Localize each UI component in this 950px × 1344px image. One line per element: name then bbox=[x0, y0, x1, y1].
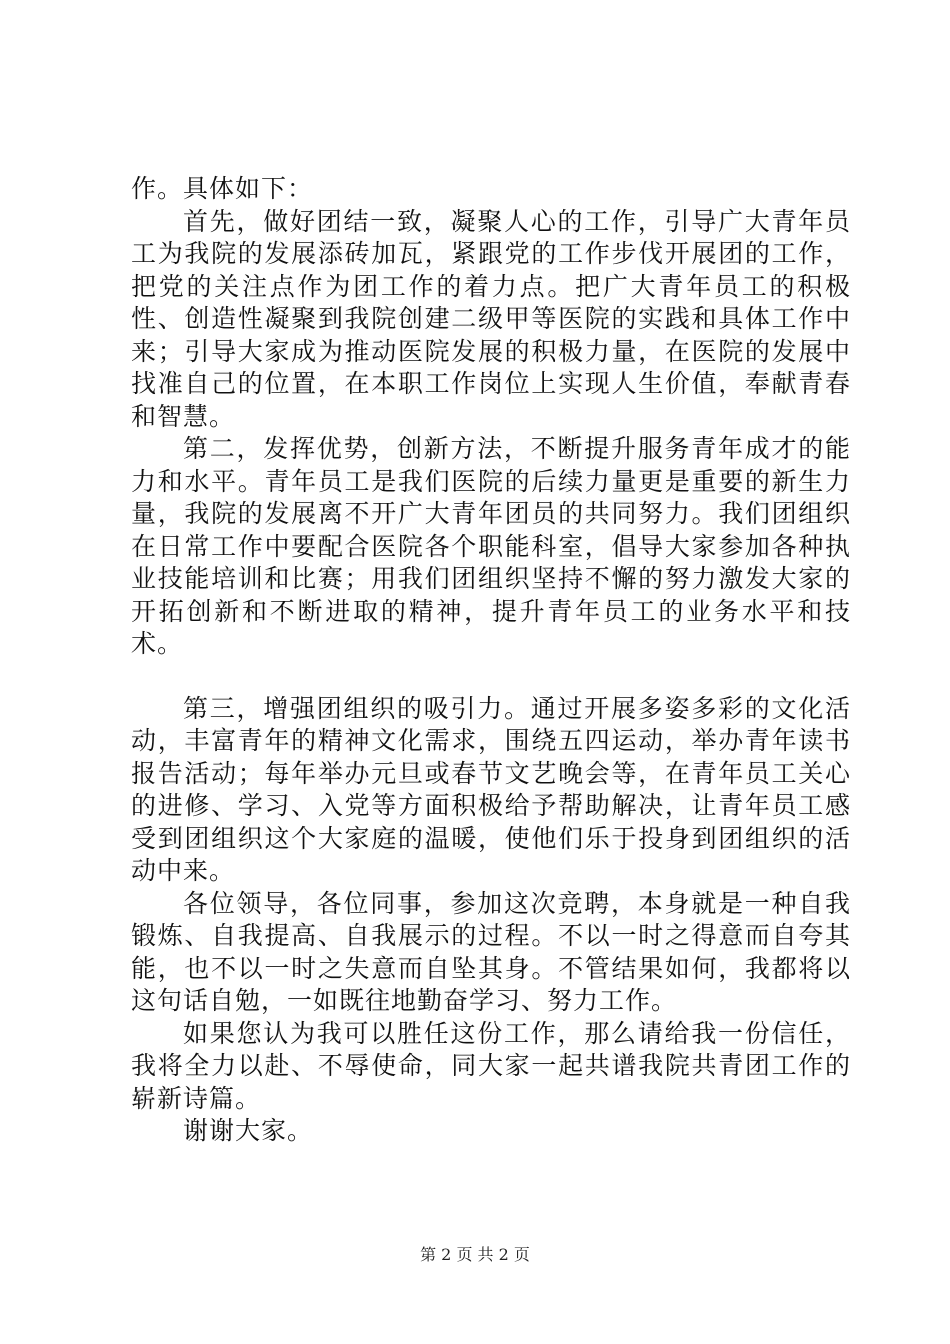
paragraph-second-point: 第二，发挥优势，创新方法，不断提升服务青年成才的能力和水平。青年员工是我们医院的后续力量更是重要的新生力量，我院的发展离不开广大青年团员的共同努力。我们团组织在日常工作中要配合医院各个职能科室，倡导大家参加各种执业技能培训和比赛；用我们团组织坚持不懈的努力激发大家的开拓创新和不断进取的精神，提升青年员工的业务水平和技术。 bbox=[131, 434, 851, 658]
paragraph-continuation: 作。具体如下： bbox=[131, 174, 314, 203]
page-number-footer: 第 2 页 共 2 页 bbox=[420, 1245, 530, 1264]
paragraph-gap bbox=[131, 661, 851, 693]
paragraph-thanks: 谢谢大家。 bbox=[183, 1116, 314, 1145]
document-body bbox=[131, 173, 851, 1148]
paragraph-request-trust: 如果您认为我可以胜任这份工作，那么请给我一份信任，我将全力以赴、不辱使命，同大家一起共谱我院共青团工作的崭新诗篇。 bbox=[131, 1018, 851, 1113]
paragraph-closing-remarks: 各位领导，各位同事，参加这次竞聘，本身就是一种自我锻炼、自我提高、自我展示的过程。不以一时之得意而自夸其能，也不以一时之失意而自坠其身。不管结果如何，我都将以这句话自勉，一如既往地勤奋学习、努力工作。 bbox=[131, 888, 851, 1015]
paragraph-third-point: 第三，增强团组织的吸引力。通过开展多姿多彩的文化活动，丰富青年的精神文化需求，围绕五四运动，举办青年读书报告活动；每年举办元旦或春节文艺晚会等，在青年员工关心的进修、学习、入党等方面积极给予帮助解决，让青年员工感受到团组织这个大家庭的温暖，使他们乐于投身到团组织的活动中来。 bbox=[131, 693, 851, 885]
paragraph-first-point: 首先，做好团结一致，凝聚人心的工作，引导广大青年员工为我院的发展添砖加瓦，紧跟党的工作步伐开展团的工作，把党的关注点作为团工作的着力点。把广大青年员工的积极性、创造性凝聚到我院创建二级甲等医院的实践和具体工作中来；引导大家成为推动医院发展的积极力量，在医院的发展中找准自己的位置，在本职工作岗位上实现人生价值，奉献青春和智慧。 bbox=[131, 206, 851, 431]
